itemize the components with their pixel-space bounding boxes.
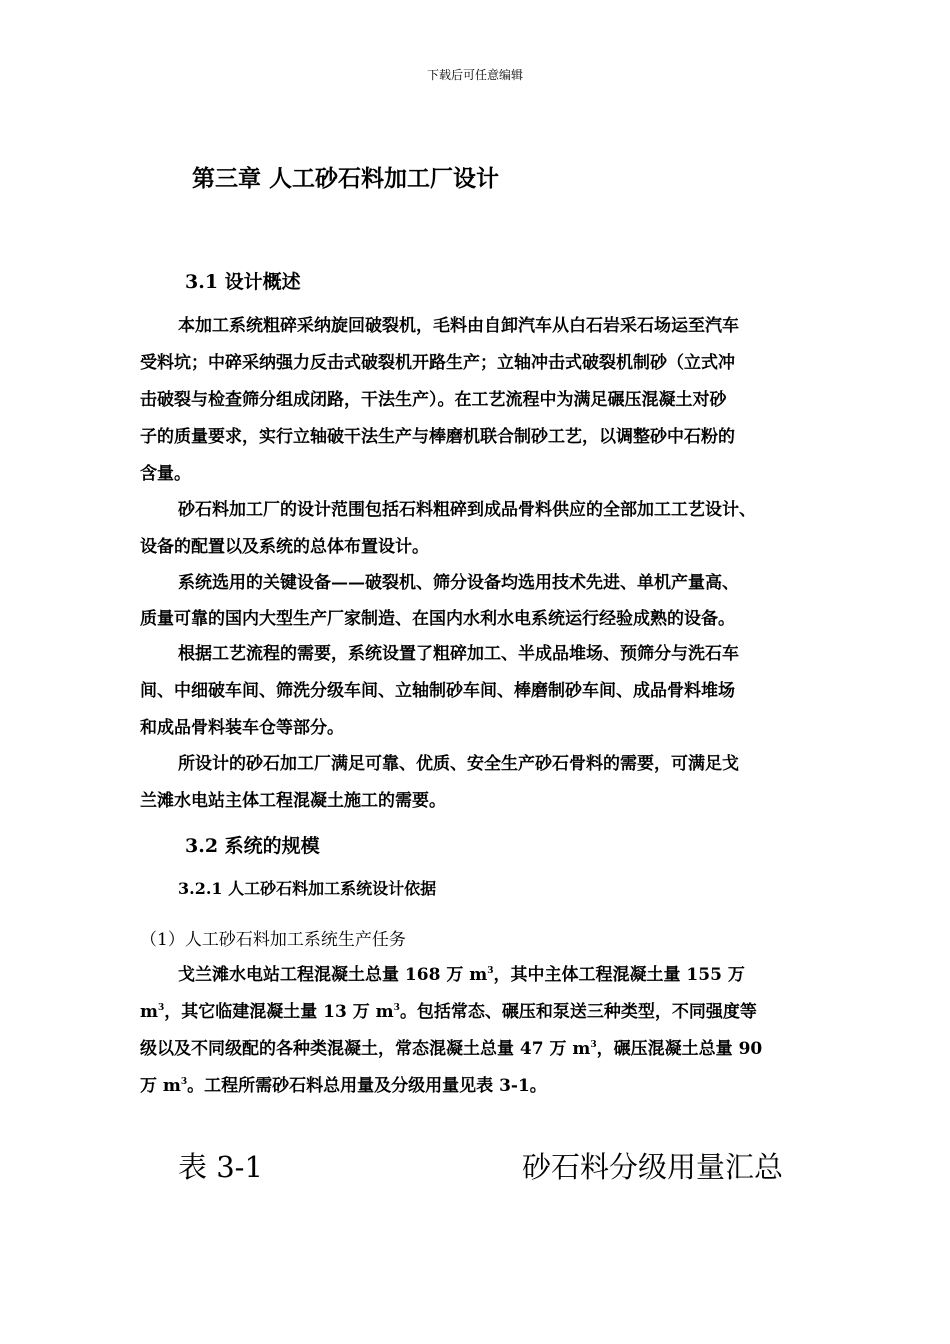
paragraph-line: 根据工艺流程的需要，系统设置了粗碎加工、半成品堆场、预筛分与洗石车 xyxy=(178,644,739,664)
paragraph-line: 戈兰滩水电站工程混凝土总量 168 万 $m^3$，其中主体工程混凝土量 155 万 xyxy=(178,965,745,985)
table-caption: 砂石料分级用量汇总 xyxy=(522,1150,784,1184)
paragraph-line: 系统选用的关键设备——破裂机、筛分设备均选用技术先进、单机产量高、 xyxy=(178,573,739,593)
paragraph-line: 所设计的砂石加工厂满足可靠、优质、安全生产砂石骨料的需要，可满足戈 xyxy=(178,754,739,774)
paragraph-line: 万 $m^3$。工程所需砂石料总用量及分级用量见表 3-1。 xyxy=(140,1076,547,1096)
paragraph-line: 间、中细破车间、筛洗分级车间、立轴制砂车间、棒磨制砂车间、成品骨料堆场 xyxy=(140,681,735,701)
table-label: 表 3-1 xyxy=(178,1150,263,1184)
paragraph-line: 子的质量要求，实行立轴破干法生产与棒磨机联合制砂工艺，以调整砂中石粉的 xyxy=(140,427,735,447)
superscript: 3 xyxy=(180,1077,188,1087)
superscript: 3 xyxy=(590,1040,597,1050)
subsection-heading-3-2-1: 3.2.1 人工砂石料加工系统设计依据 xyxy=(178,879,437,898)
page-header: 下载后可任意编辑 xyxy=(426,68,523,82)
paragraph-line: 质量可靠的国内大型生产厂家制造、在国内水利水电系统运行经验成熟的设备。 xyxy=(140,609,735,629)
section-heading-3-2: 3.2 系统的规模 xyxy=(185,835,320,857)
paragraph-line: 兰滩水电站主体工程混凝土施工的需要。 xyxy=(140,791,446,811)
chapter-title: 第三章 人工砂石料加工厂设计 xyxy=(192,165,500,192)
paragraph-line: 击破裂与检查筛分组成闭路，干法生产）。在工艺流程中为满足碾压混凝土对砂 xyxy=(140,390,727,410)
paragraph-line: 砂石料加工厂的设计范围包括石料粗碎到成品骨料供应的全部加工工艺设计、 xyxy=(178,500,756,520)
superscript: 3 xyxy=(393,1003,400,1013)
paragraph-line: $m^3$，其它临建混凝土量 13 万 $m^3$。包括常态、碾压和泵送三种类型，不同强度等 xyxy=(140,1002,757,1022)
paragraph-line: 受料坑；中碎采纳强力反击式破裂机开路生产；立轴冲击式破裂机制砂（立式冲 xyxy=(140,353,735,373)
superscript: 3 xyxy=(487,966,494,976)
paragraph-line: 和成品骨料装车仓等部分。 xyxy=(140,718,344,738)
paragraph-line: 级以及不同级配的各种类混凝土，常态混凝土总量 47 万 $m^3$，碾压混凝土总量 90 xyxy=(140,1039,763,1059)
paragraph-line: 含量。 xyxy=(140,464,191,484)
paragraph-line: 本加工系统粗碎采纳旋回破裂机，毛料由自卸汽车从白石岩采石场运至汽车 xyxy=(178,316,739,336)
paragraph-line: 设备的配置以及系统的总体布置设计。 xyxy=(140,537,429,557)
superscript: 3 xyxy=(158,1003,165,1013)
section-heading-3-1: 3.1 设计概述 xyxy=(185,271,301,293)
list-item-heading: （1）人工砂石料加工系统生产任务 xyxy=(140,930,406,950)
